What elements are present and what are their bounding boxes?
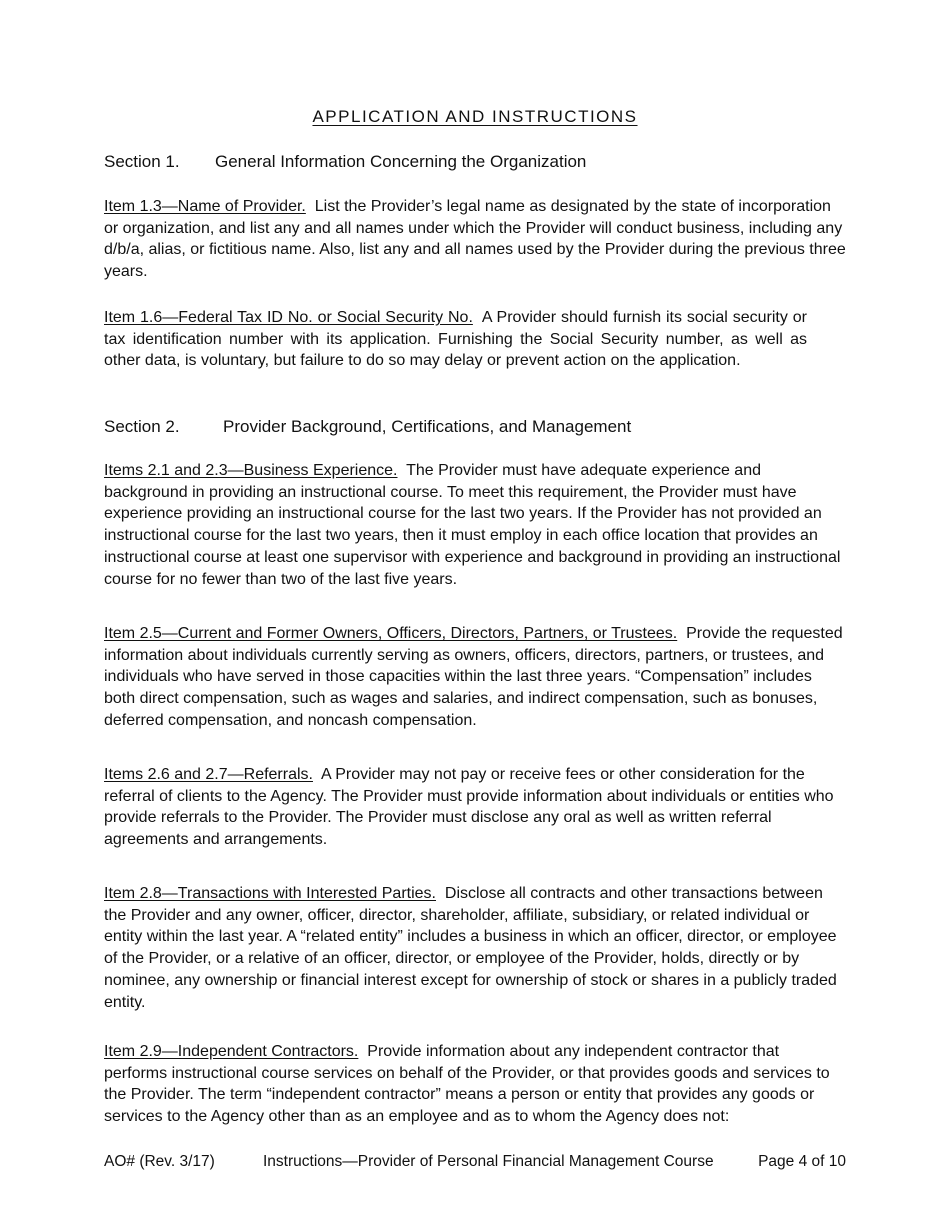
item-body: Disclose all contracts and other transactions between the Provider and any owner, officer, director, shareholder, affiliate, subsidiary, or related individual or entity within the last year. A “related entity” includes a business in which an officer, director, or employee of the Provider, or a relative of an officer, director, or employee of the Provider, holds, directly or by nominee, any ownership or financial interest except for ownership of stock or shares in a publicly traded entity. xyxy=(104,885,837,1011)
item-heading: Item 2.8—Transactions with Interested Parties. xyxy=(104,885,436,902)
item-heading: Item 1.6—Federal Tax ID No. or Social Security No. xyxy=(104,309,473,326)
item-body: List the Provider’s legal name as designated by the state of incorporation or organization, and list any and all names under which the Provider will conduct business, including any d/b/a, alias, or fictitious name. Also, list any and all names used by the Provider during the previous three years. xyxy=(104,198,846,281)
item-2-8-paragraph xyxy=(104,883,846,1013)
item-body: Provide the requested information about individuals currently serving as owners, officers, directors, partners, or trustees, and individuals who have served in those capacities within the last three years. “Compensation” includes both direct compensation, such as wages and salaries, and indirect compensation, such as bonuses, deferred compensation, and noncash compensation. xyxy=(104,625,843,729)
footer-form-number: AO# (Rev. 3/17) xyxy=(104,1153,215,1170)
section-number: Section 2. xyxy=(104,417,180,436)
item-heading: Item 2.5—Current and Former Owners, Officers, Directors, Partners, or Trustees. xyxy=(104,625,678,642)
item-2-5-paragraph xyxy=(104,623,846,732)
section-title: General Information Concerning the Organization xyxy=(215,152,587,171)
section-number: Section 1. xyxy=(104,152,180,171)
section-2-heading xyxy=(104,417,631,437)
item-heading: Item 2.9—Independent Contractors. xyxy=(104,1043,359,1060)
item-heading: Item 1.3—Name of Provider. xyxy=(104,198,306,215)
footer-page-number: Page 4 of 10 xyxy=(758,1153,846,1170)
item-body: Provide information about any independent contractor that performs instructional course services on behalf of the Provider, or that provides goods and services to the Provider. The term “independent contractor” means a person or entity that provides any goods or services to the Agency other than as an employee and as to whom the Agency does not: xyxy=(104,1043,830,1126)
item-heading: Items 2.6 and 2.7—Referrals. xyxy=(104,766,313,783)
page-title: APPLICATION AND INSTRUCTIONS xyxy=(312,107,638,126)
section-1-heading xyxy=(104,152,586,172)
section-title: Provider Background, Certifications, and Management xyxy=(223,417,632,436)
footer-document-title: Instructions—Provider of Personal Financial Management Course xyxy=(263,1153,714,1170)
item-2-9-paragraph xyxy=(104,1041,846,1128)
item-heading: Items 2.1 and 2.3—Business Experience. xyxy=(104,462,398,479)
item-body: The Provider must have adequate experience and background in providing an instructional course. To meet this requirement, the Provider must have experience providing an instructional course for the last two years. If the Provider has not provided an instructional course for the last two years, then it must employ in each office location that provides an instructional course at least one supervisor with experience and background in providing an instructional course for no fewer than two of the last five years. xyxy=(104,462,841,588)
item-body: A Provider should furnish its social security or tax identification number with its application. Furnishing the Social Security number, as well as other data, is voluntary, but failure to do so may delay or prevent action on the application. xyxy=(104,309,807,370)
items-2-1-paragraph xyxy=(104,460,846,590)
item-body: A Provider may not pay or receive fees or other consideration for the referral of clients to the Agency. The Provider must provide information about individuals or entities who provide referrals to the Provider. The Provider must disclose any oral as well as written referral agreements and arrangements. xyxy=(104,766,834,849)
item-1-3-paragraph xyxy=(104,196,846,283)
item-1-6-paragraph xyxy=(104,307,807,372)
items-2-6-paragraph xyxy=(104,764,846,851)
